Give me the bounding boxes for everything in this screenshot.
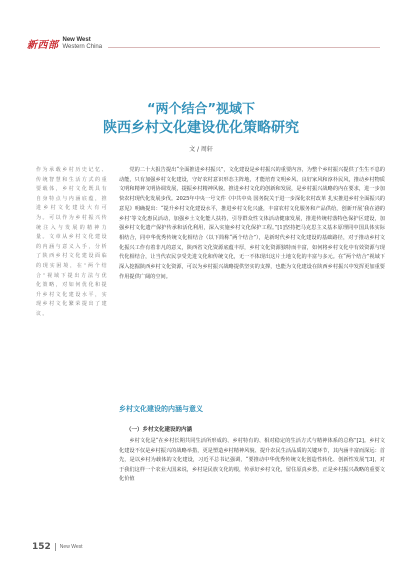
- header-divider: [108, 47, 380, 48]
- logo-en-line2: Western China: [62, 43, 103, 50]
- section-subheading: （一）乡村文化建设的内涵: [126, 427, 193, 433]
- magazine-logo-english: [63, 37, 103, 51]
- footer-magazine-name: New West: [59, 544, 83, 550]
- section-heading: 乡村文化建设的内涵与意义: [119, 405, 203, 413]
- magazine-logo: 新西部: [27, 40, 59, 51]
- page-number: 152: [32, 542, 51, 552]
- section-body: [119, 437, 385, 485]
- article-title-line2: 陕西乡村文化建设优化策略研究: [103, 120, 299, 136]
- magazine-header: [27, 36, 102, 51]
- logo-en-line1: New West: [62, 36, 91, 43]
- section-paragraph: 乡村文化是“在乡村长期共同生活所形成的、乡村特有的、相对稳定的生活方式与精神体系的总称”[2]。乡村文化建设不仅是乡村振兴的战略举措，更是塑造乡村精神风貌、提升农民生活品质的关键环节，其内涵丰富而深远：首先，是以乡村为载体的文化建设，习近平总书记强调，“要推动中华优秀传统文化创造性转化、创新性发展”[3]，对于我们这样一个农业大国来说，乡村是民族文化的根，传承好乡村文化，留住原真乡愁，正是乡村振兴战略的重要文化价值: [119, 438, 385, 483]
- article-author: 文 / 周轩: [189, 146, 213, 153]
- article-abstract: 作为承载乡村历史记忆、传统智慧和生活方式的重要载体，乡村文化既具有自身特点与内涵底蕴，推进乡村文化建设大有可为。可以作为乡村振兴传统注入与发展的精神力量。文章从乡村文化建设的内涵与意义入手，分析了陕西乡村文化建设面临的现实困境，在“两个结合”视域下提出方法与优化策略，对如何优化和提升乡村文化建设水平，实现乡村文化繁荣提出了建议。: [36, 167, 108, 317]
- page-footer: [32, 542, 83, 552]
- footer-divider: [55, 543, 56, 551]
- body-paragraph: 党的二十大报告提出“全面推进乡村振兴”，文化建设是乡村振兴的重要内容，为整个乡村振兴提供了生生不息的动能，只有加强乡村文化建设，守好农村意识形态主阵地，才能培育文明乡风、良好家风和淳朴民风，推动乡村物质文明和精神文明协调发展，提振乡村精神风貌。推进乡村文化的创新和发展，是乡村振兴战略的内在要求，进一步加快农村现代化发展步伐。2025年中央一号文件《中共中央 国务院关于进一步深化农村改革 扎实推进乡村全面振兴的意见》明确提出：“提升乡村文化建设水平，推进乡村文化兴盛，丰富农村文化服务和产品供给，创新开展‘我在港的乡村’等文化惠民活动，加强乡土文化能人扶持，引导群众性文体活动健康发展，推进传统村落特色保护区建设，加强乡村文化遗产保护传承和活化利用，深入实施乡村文化保护工程。”[1]坚持把马克思主义基本原理同中国具体实际相结合，同中华优秀传统文化相结合（以下简称“两个结合”），是新时代乡村文化建设的基础路径，对于推动乡村文化振兴工作有着非凡的意义，陕西省文化资源底蕴丰厚，乡村文化资源独特而丰富，如何将乡村文化中有效资源与现代化相结合，让当代农民享受先进文化和传统文化，无一不体现出这片土地文化的丰富与多元。在“两个结合”视域下深入挖掘陕西乡村文化资源，可以为乡村振兴战略提供坚实的支撑，也能为文化建设在陕西乡村振兴中发挥更加重要作用提供广阔的空间。: [119, 167, 385, 280]
- article-title-line1: “两个结合”视域下: [146, 102, 256, 117]
- article-body: [119, 166, 385, 282]
